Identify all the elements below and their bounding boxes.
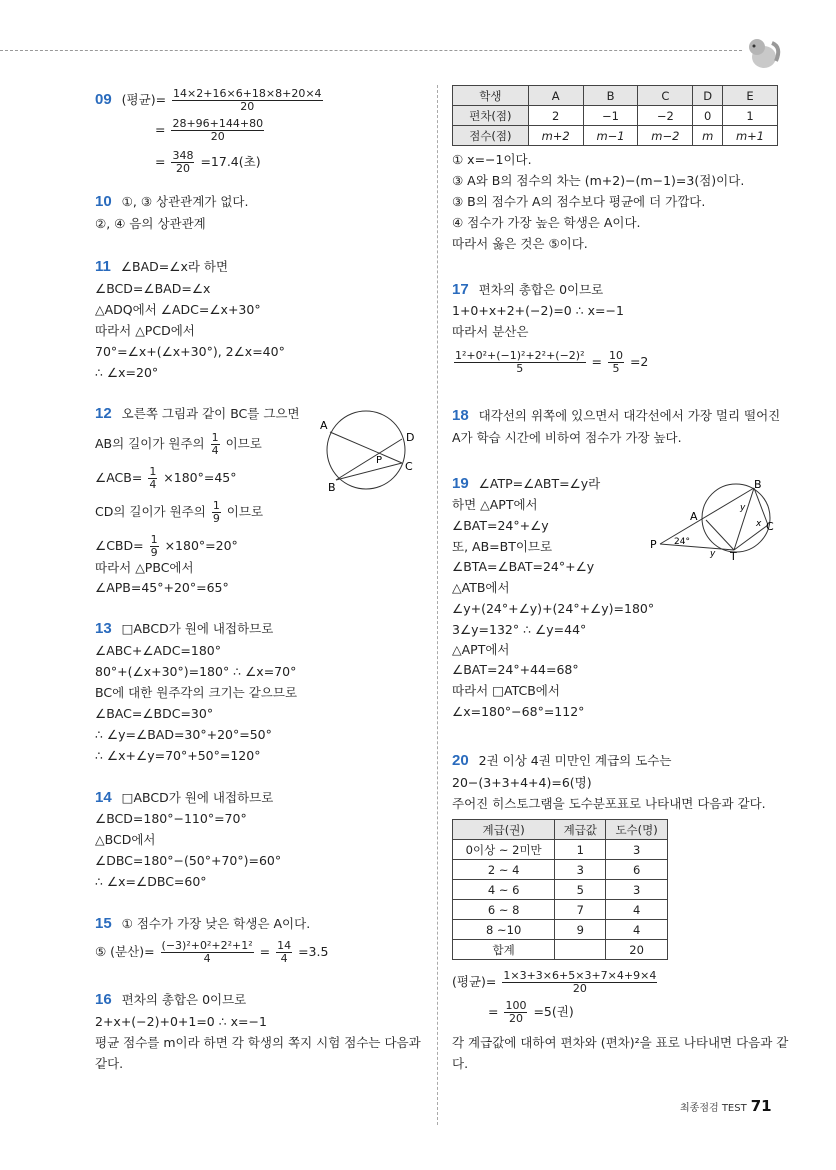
footer-label: 최종점검 TEST bbox=[680, 1103, 747, 1114]
table-total-row bbox=[453, 940, 668, 960]
point-label: T bbox=[730, 550, 737, 563]
table-row bbox=[453, 860, 668, 880]
table-row-header: 편차(점) bbox=[453, 106, 529, 126]
table-header-cell: 계급값 bbox=[555, 820, 606, 840]
table-cell: 3 bbox=[606, 840, 668, 860]
problem-number: 11 bbox=[95, 258, 111, 275]
table-cell: 1 bbox=[723, 106, 778, 126]
table-header-cell: 학생 bbox=[453, 86, 529, 106]
circle-figure-19 bbox=[648, 478, 778, 563]
circle-figure-12 bbox=[312, 405, 422, 495]
table-header-row bbox=[453, 86, 778, 106]
table-header-row bbox=[453, 820, 668, 840]
table-row bbox=[453, 106, 778, 126]
table-cell: m−2 bbox=[638, 126, 693, 146]
table-row bbox=[453, 840, 668, 860]
table-header-cell: D bbox=[693, 86, 723, 106]
column-divider bbox=[437, 85, 438, 1125]
fraction: $\frac{1}{9}$ bbox=[150, 533, 158, 559]
fraction: $\frac{348}{20}$ bbox=[172, 149, 194, 175]
table-cell: 0이상 ~ 2미만 bbox=[453, 840, 555, 860]
table-cell: 2 ~ 4 bbox=[453, 860, 555, 880]
point-label: P bbox=[650, 538, 657, 551]
table-row bbox=[453, 920, 668, 940]
table-cell: 0 bbox=[693, 106, 723, 126]
table-cell: 6 bbox=[606, 860, 668, 880]
table-cell: −2 bbox=[638, 106, 693, 126]
fraction: $\frac{\text{1²+0²+(−1)²+2²+(−2)²}}{5}$ bbox=[455, 349, 585, 375]
frequency-table bbox=[452, 819, 668, 960]
fraction: $\frac{1\times 3+3\times 6+5\times 3+7\times 4+9\times 4}{20}$ bbox=[503, 969, 657, 995]
table-header-cell: A bbox=[528, 86, 583, 106]
mascot-icon bbox=[742, 33, 782, 73]
table-row-header: 점수(점) bbox=[453, 126, 529, 146]
table-cell: 4 bbox=[606, 900, 668, 920]
point-label: A bbox=[320, 419, 328, 432]
fraction: $\frac{10}{5}$ bbox=[608, 349, 623, 375]
table-cell: 7 bbox=[555, 900, 606, 920]
table-cell: 1 bbox=[555, 840, 606, 860]
point-label: A bbox=[690, 510, 698, 523]
point-label: P bbox=[376, 455, 383, 466]
problem-number: 09 bbox=[95, 91, 112, 108]
table-cell: 8 ~10 bbox=[453, 920, 555, 940]
fraction: $\frac{\text{(−3)²+0²+2²+1²}}{4}$ bbox=[161, 939, 253, 965]
table-header-cell: 도수(명) bbox=[606, 820, 668, 840]
table-cell: 4 bbox=[606, 920, 668, 940]
problem-number: 15 bbox=[95, 915, 112, 932]
fraction: $\frac{1}{9}$ bbox=[212, 499, 220, 525]
problem-number: 12 bbox=[95, 405, 112, 422]
table-cell: 3 bbox=[606, 880, 668, 900]
top-dashed-rule bbox=[0, 50, 742, 51]
problem-number: 10 bbox=[95, 193, 112, 210]
table-header-cell: 계급(권) bbox=[453, 820, 555, 840]
page-footer bbox=[680, 1097, 772, 1115]
point-label: B bbox=[328, 481, 336, 494]
problem-number: 20 bbox=[452, 752, 469, 769]
table-cell: 5 bbox=[555, 880, 606, 900]
table-row bbox=[453, 880, 668, 900]
table-cell: 20 bbox=[606, 940, 668, 960]
table-cell: 합계 bbox=[453, 940, 555, 960]
point-label: D bbox=[406, 431, 415, 444]
problem-number: 16 bbox=[95, 991, 112, 1008]
table-cell: m bbox=[693, 126, 723, 146]
page-number: 71 bbox=[750, 1097, 772, 1115]
table-row bbox=[453, 126, 778, 146]
fraction: $\frac{1}{4}$ bbox=[211, 431, 219, 457]
angle-label: y bbox=[740, 503, 746, 513]
table-cell: 9 bbox=[555, 920, 606, 940]
deviation-score-table bbox=[452, 85, 778, 146]
fraction: $\frac{1}{4}$ bbox=[149, 465, 157, 491]
table-cell: 2 bbox=[528, 106, 583, 126]
problem-number: 13 bbox=[95, 620, 112, 637]
fraction: $\frac{100}{20}$ bbox=[505, 999, 527, 1025]
point-label: C bbox=[766, 520, 774, 533]
problem-number: 18 bbox=[452, 407, 469, 424]
table-header-cell: B bbox=[583, 86, 638, 106]
table-cell: m+1 bbox=[723, 126, 778, 146]
fraction: $\frac{14}{4}$ bbox=[277, 939, 292, 965]
problem-number: 17 bbox=[452, 281, 469, 298]
fraction: $\frac{14\times 2+16\times 6+18\times 8+20\times 4}{20}$ bbox=[173, 87, 322, 113]
table-cell: m+2 bbox=[528, 126, 583, 146]
angle-label: 24° bbox=[674, 537, 690, 547]
table-header-cell: C bbox=[638, 86, 693, 106]
angle-label: y bbox=[710, 549, 716, 559]
table-cell: −1 bbox=[583, 106, 638, 126]
table-cell: 3 bbox=[555, 860, 606, 880]
angle-label: x bbox=[756, 519, 762, 529]
table-cell: m−1 bbox=[583, 126, 638, 146]
point-label: B bbox=[754, 478, 762, 491]
table-cell: 6 ~ 8 bbox=[453, 900, 555, 920]
problem-number: 19 bbox=[452, 475, 469, 492]
table-cell bbox=[555, 940, 606, 960]
fraction: $\frac{28+96+144+80}{20}$ bbox=[172, 117, 264, 143]
point-label: C bbox=[405, 460, 413, 473]
table-row bbox=[453, 900, 668, 920]
table-header-cell: E bbox=[723, 86, 778, 106]
problem-number: 14 bbox=[95, 789, 112, 806]
table-cell: 4 ~ 6 bbox=[453, 880, 555, 900]
